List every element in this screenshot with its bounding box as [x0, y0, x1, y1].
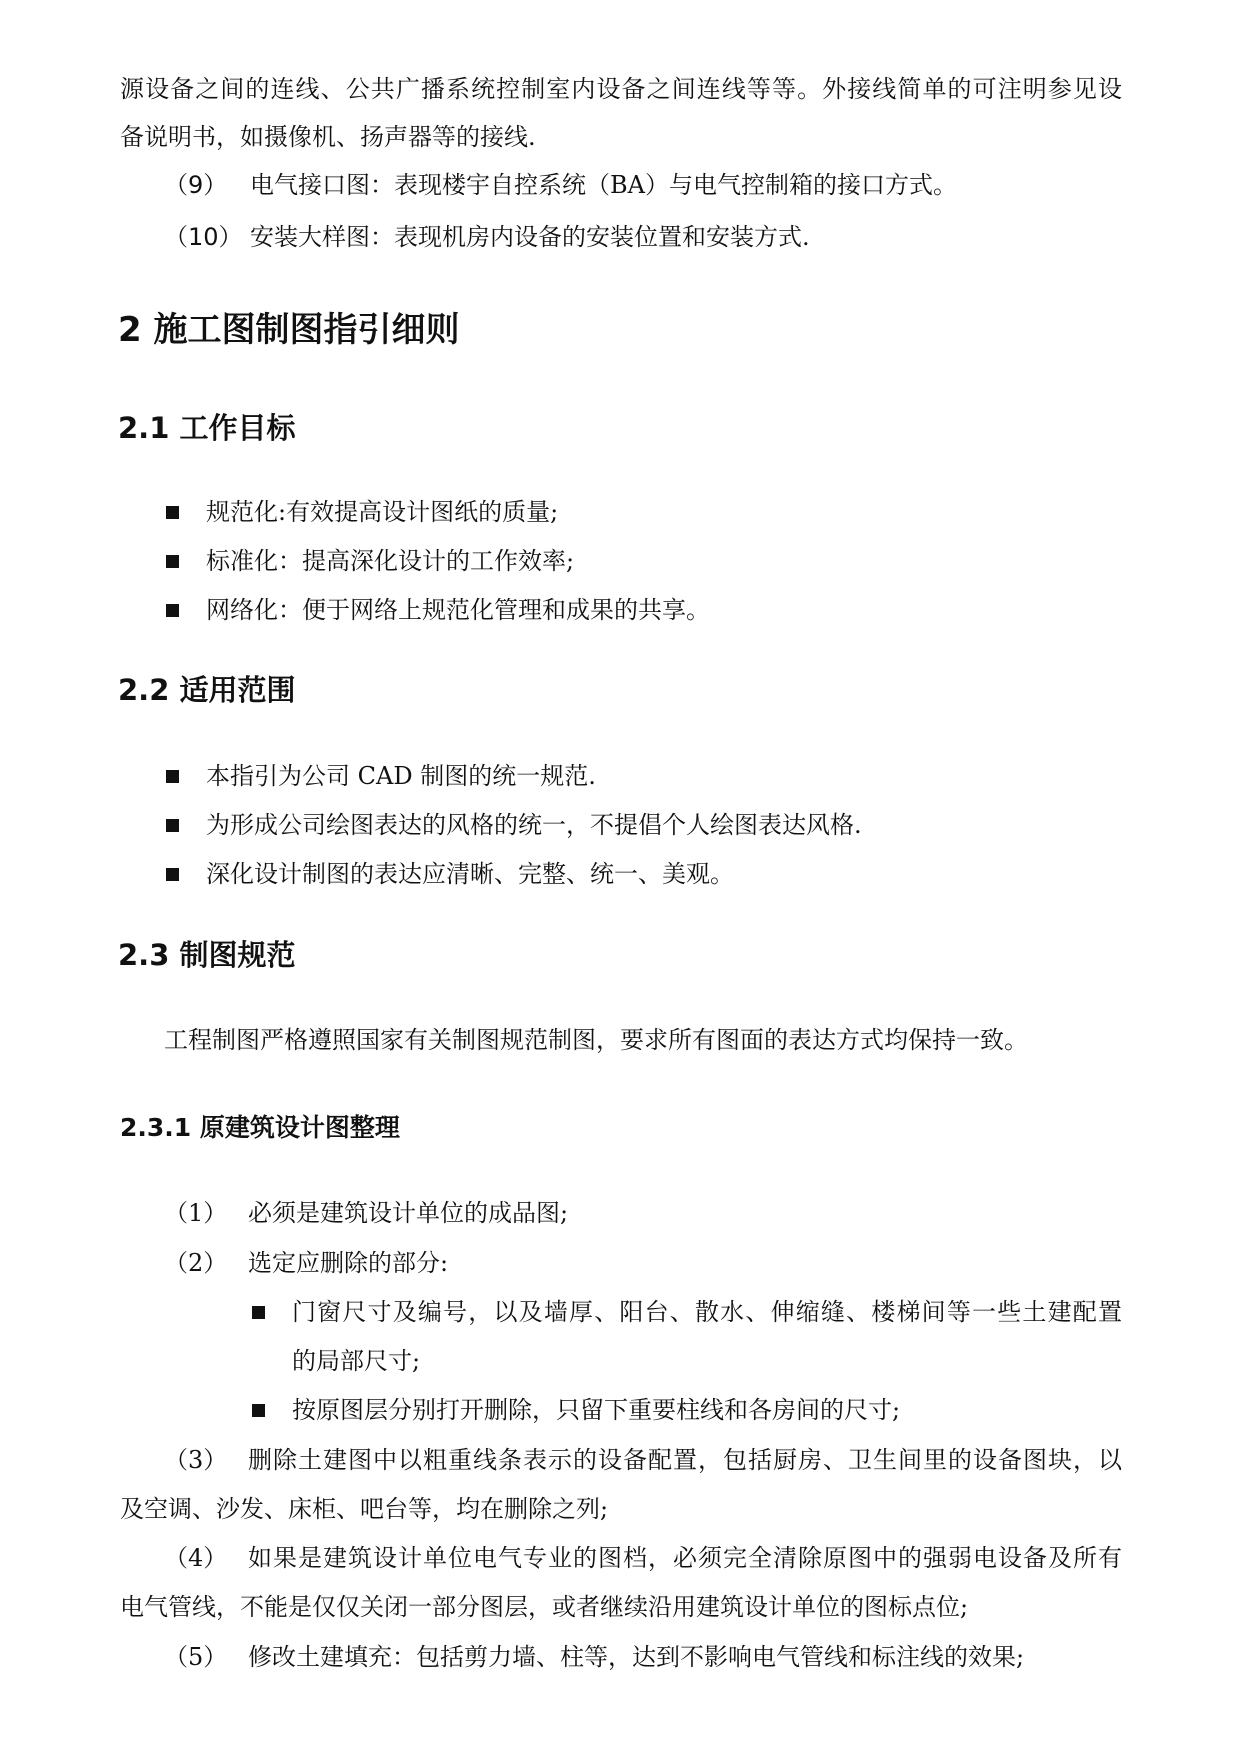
- section-2-1-bullet-2: 标准化：提高深化设计的工作效率;: [206, 547, 575, 575]
- intro-line-2: 备说明书，如摄像机、扬声器等的接线.: [120, 123, 536, 151]
- item-2-text: 选定应删除的部分:: [248, 1249, 449, 1277]
- intro-line-1: 源设备之间的连线、公共广播系统控制室内设备之间连线等等。外接线简单的可注明参见设: [120, 75, 1122, 103]
- item-3-line-1: 删除土建图中以粗重线条表示的设备配置，包括厨房、卫生间里的设备图块，以: [248, 1446, 1122, 1474]
- item-5-number: （5）: [164, 1643, 228, 1671]
- section-2-1-bullet-3: 网络化：便于网络上规范化管理和成果的共享。: [206, 596, 710, 624]
- item-4-line-2: 电气管线，不能是仅仅关闭一部分图层，或者继续沿用建筑设计单位的图标点位;: [120, 1593, 969, 1621]
- item-9-text: 电气接口图：表现楼宇自控系统（BA）与电气控制箱的接口方式。: [250, 171, 957, 199]
- item-5-text: 修改土建填充：包括剪力墙、柱等，达到不影响电气管线和标注线的效果;: [248, 1643, 1025, 1671]
- item-3-line-2: 及空调、沙发、床柜、吧台等，均在删除之列;: [120, 1495, 609, 1523]
- section-2-1-bullet-1: 规范化:有效提高设计图纸的质量;: [206, 498, 559, 526]
- section-2-2-bullet-1: 本指引为公司 CAD 制图的统一规范.: [206, 762, 596, 790]
- section-2-2-bullet-3: 深化设计制图的表达应清晰、完整、统一、美观。: [206, 860, 734, 888]
- section-2-3-paragraph: 工程制图严格遵照国家有关制图规范制图，要求所有图面的表达方式均保持一致。: [164, 1026, 1028, 1054]
- section-2-3-heading: 2.3 制图规范: [118, 938, 296, 972]
- bullet-square-icon: [166, 604, 179, 617]
- item-1-number: （1）: [164, 1199, 228, 1227]
- bullet-square-icon: [166, 819, 179, 832]
- item-1-text: 必须是建筑设计单位的成品图;: [248, 1199, 569, 1227]
- section-2-1-heading: 2.1 工作目标: [118, 411, 296, 445]
- item-4-line-1: 如果是建筑设计单位电气专业的图档，必须完全清除原图中的强弱电设备及所有: [248, 1544, 1122, 1572]
- item-2-number: （2）: [164, 1249, 228, 1277]
- item-3-number: （3）: [164, 1446, 228, 1474]
- sub-bullet-1-line-2: 的局部尺寸;: [292, 1347, 421, 1375]
- item-10-text: 安装大样图：表现机房内设备的安装位置和安装方式.: [250, 223, 810, 251]
- bullet-square-icon: [166, 868, 179, 881]
- item-9-number: （9）: [164, 171, 228, 199]
- sub-bullet-1-line-1: 门窗尺寸及编号，以及墙厚、阳台、散水、伸缩缝、楼梯间等一些土建配置: [292, 1298, 1122, 1326]
- chapter-heading: 2 施工图制图指引细则: [118, 310, 460, 350]
- bullet-square-icon: [166, 506, 179, 519]
- bullet-square-icon: [166, 770, 179, 783]
- item-4-number: （4）: [164, 1544, 228, 1572]
- sub-bullet-2: 按原图层分别打开删除，只留下重要柱线和各房间的尺寸;: [292, 1396, 901, 1424]
- section-2-3-1-heading: 2.3.1 原建筑设计图整理: [120, 1113, 400, 1142]
- bullet-square-icon: [252, 1306, 265, 1319]
- bullet-square-icon: [166, 555, 179, 568]
- item-10-number: （10）: [164, 223, 243, 251]
- bullet-square-icon: [252, 1404, 265, 1417]
- section-2-2-heading: 2.2 适用范围: [118, 673, 296, 707]
- section-2-2-bullet-2: 为形成公司绘图表达的风格的统一，不提倡个人绘图表达风格.: [206, 811, 862, 839]
